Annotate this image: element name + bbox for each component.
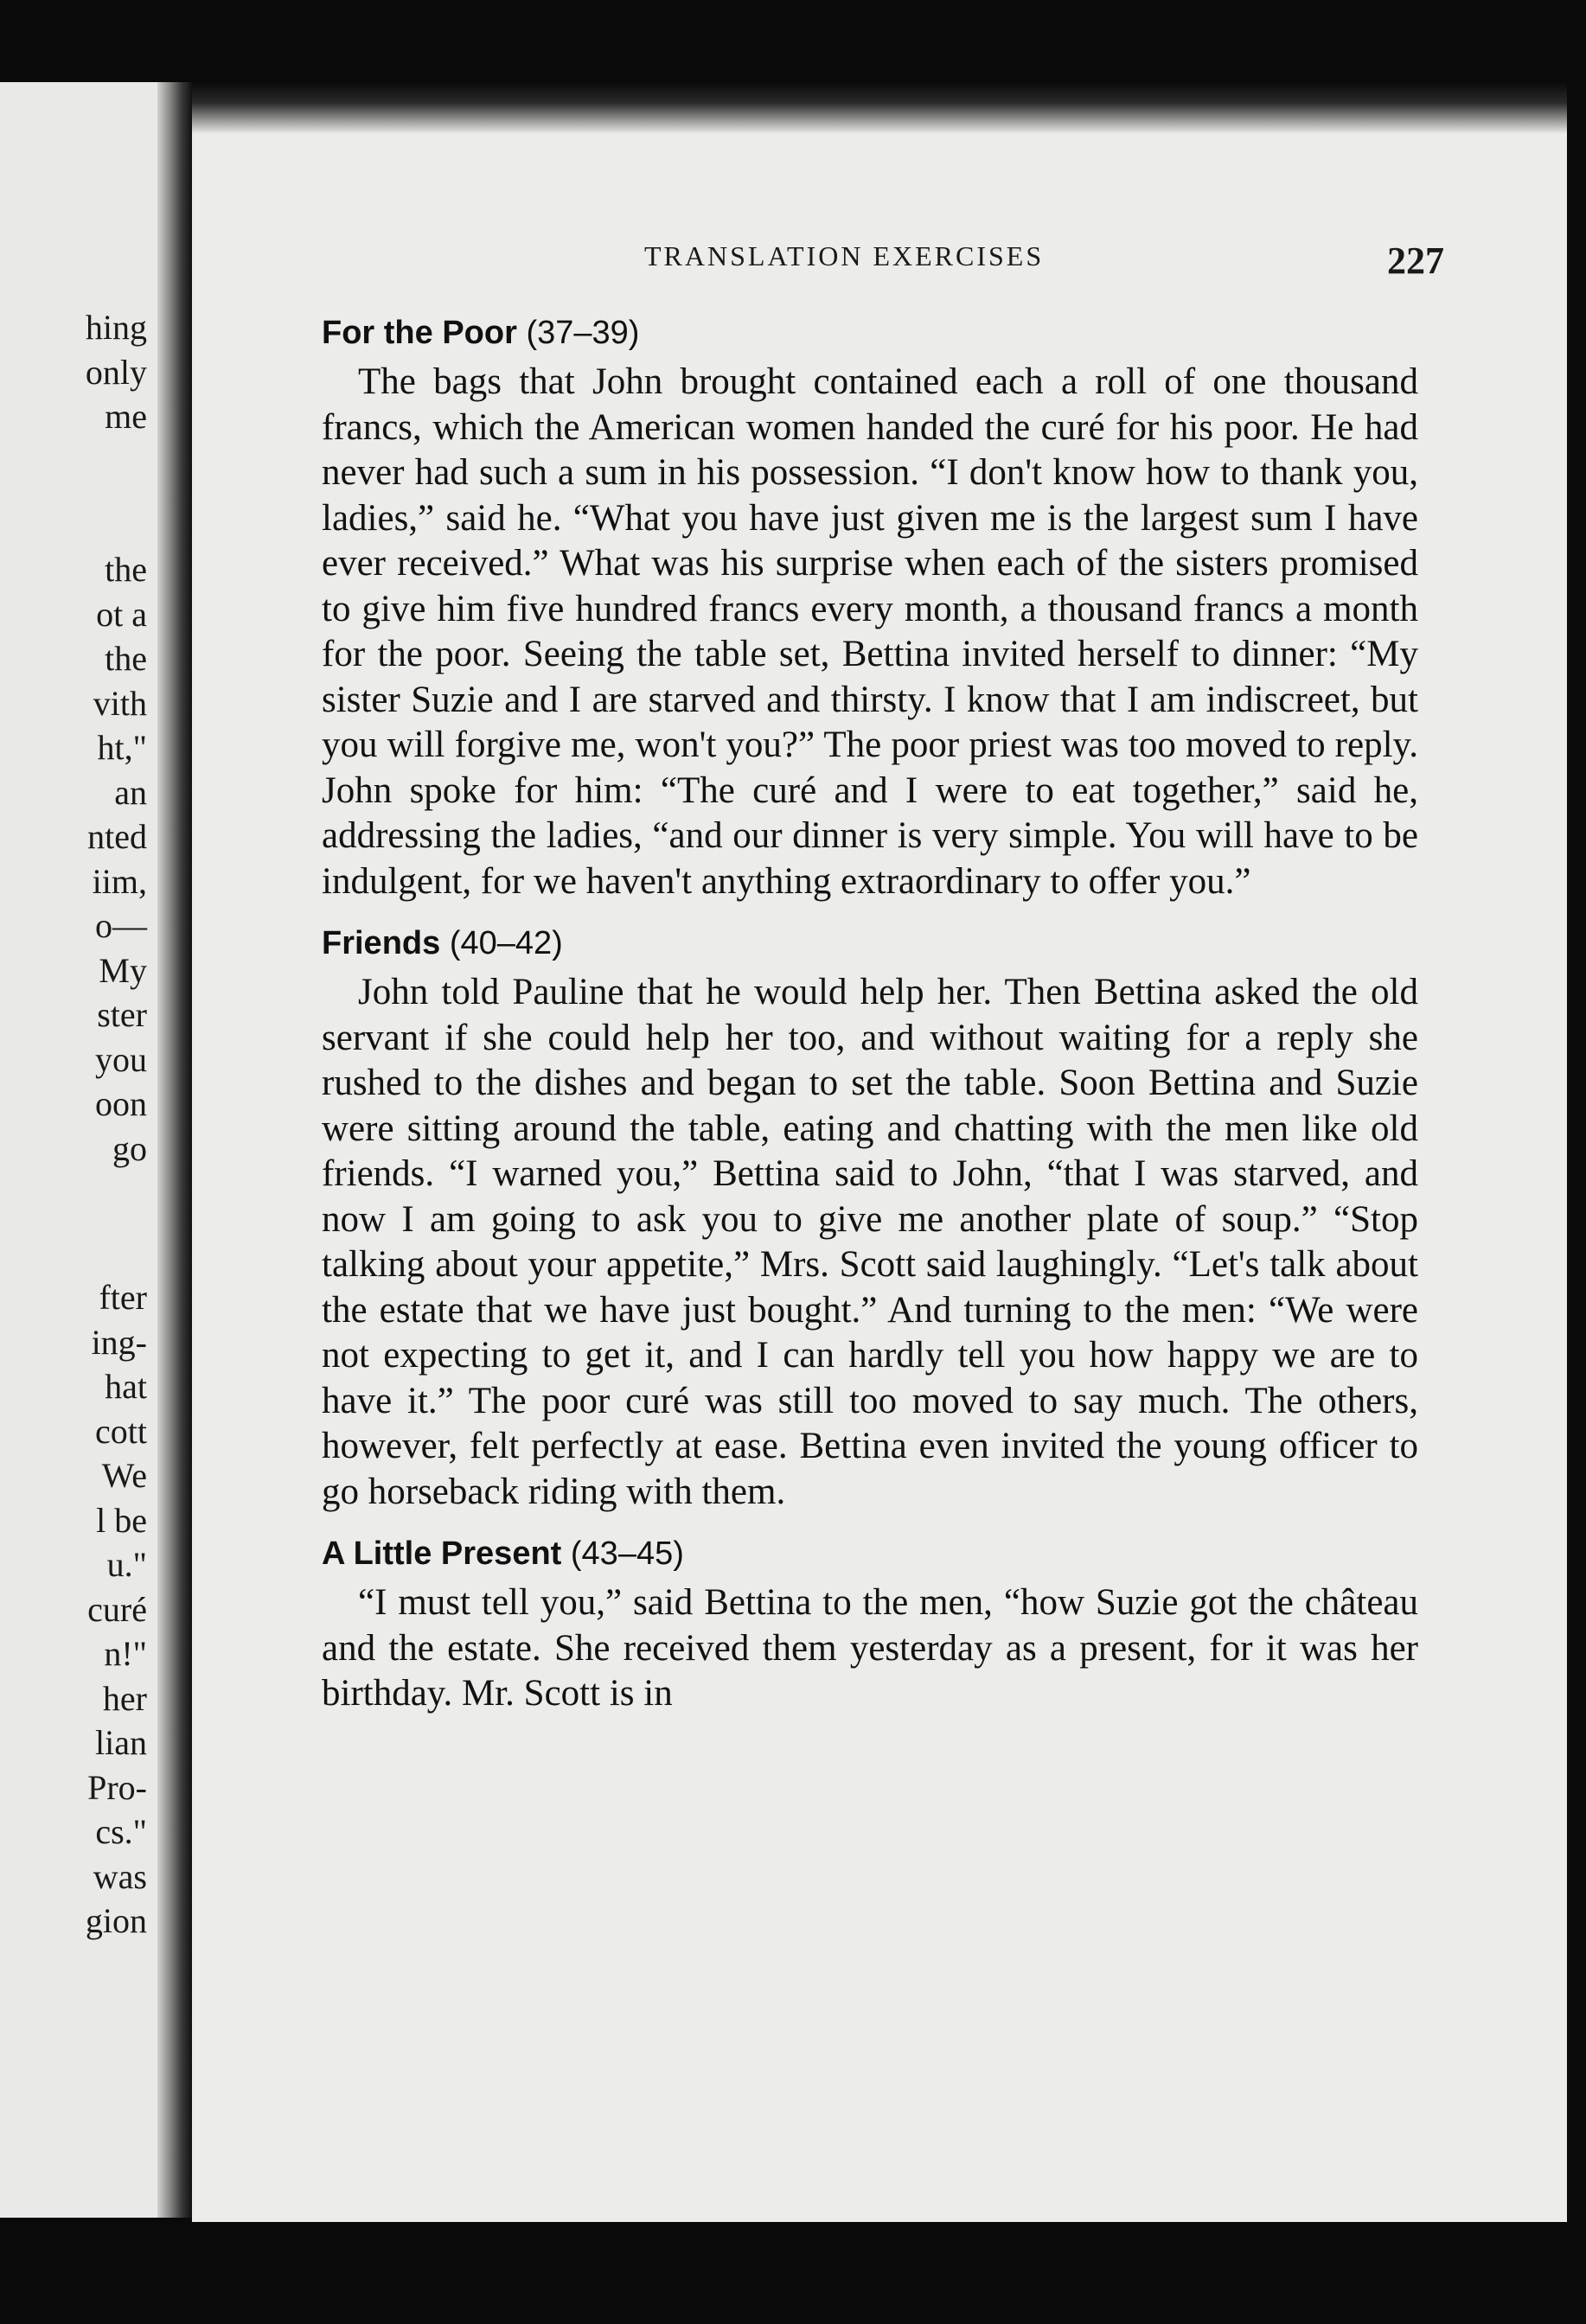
left-page-line: the: [105, 550, 147, 589]
left-page-line: nted: [87, 817, 147, 856]
running-head: TRANSLATION EXERCISES: [644, 240, 1045, 271]
left-facing-page: [0, 82, 157, 2218]
left-page-line: Pro-: [87, 1767, 147, 1807]
left-page-line: ing-: [91, 1322, 147, 1362]
left-page-line: hat: [105, 1367, 147, 1406]
left-page-line: ot a: [96, 594, 147, 634]
book-gutter: [157, 82, 192, 2218]
left-page-line: iim,: [92, 861, 147, 901]
section-heading: [322, 1532, 1418, 1575]
section-a-little-present: [322, 1532, 1418, 1717]
section-title: Friends: [322, 925, 441, 961]
section-paragraph: The bags that John brought contained each a roll of one thousand francs, which the American women handed the curé for his poor. He had never had such a sum in his possession. “I don't know how to thank you, ladies,” said he. “What you have just given me is the largest sum I have ever received.” What was his surprise when each of the sisters promised to give him five hundred francs every month, a thousand francs a month for the poor. Seeing the table set, Bettina invited herself to dinner: “My sister Suzie and I are starved and thirsty. I know that I am indiscreet, but you will forgive me, won't you?” The poor priest was too moved to reply. John spoke for him: “The curé and I were to eat together,” said he, addressing the ladies, “and our dinner is very simple. You will have to be indulgent, for we haven't anything extraordinary to offer you.”: [322, 361, 1418, 902]
left-page-line: you: [95, 1039, 147, 1079]
left-page-line: fter: [99, 1278, 147, 1317]
page-number: 227: [1387, 239, 1444, 282]
section-reference: (40–42): [449, 925, 563, 961]
left-page-line: vith: [93, 683, 147, 723]
section-heading: [322, 922, 1418, 965]
section-reference: (37–39): [526, 315, 640, 351]
right-page: [192, 130, 1567, 2222]
top-scan-shadow: [192, 82, 1567, 134]
left-page-line: ster: [97, 995, 147, 1034]
section-title: A Little Present: [322, 1536, 562, 1572]
section-paragraph: John told Pauline that he would help her. Then Bettina asked the old servant if she could help her too, and without waiting for a reply she rushed to the dishes and began to set the table. Soon Bettina and Suzie were sitting around the table, eating and chatting with the men like old friends. “I warned you,” Bettina said to John, “that I was starved, and now I am going to ask you to give me another plate of soup.” “Stop talking about your appetite,” Mrs. Scott said laughingly. “Let's talk about the estate that we have just bought.” And turning to the men: “We were not expecting to get it, and I can hardly tell you how happy we are to have it.” The poor curé was still too moved to say much. The others, however, felt perfectly at ease. Bettina even invited the young officer to go horseback riding with them.: [322, 972, 1418, 1512]
section-friends: [322, 922, 1418, 1515]
page-body: [322, 311, 1418, 1734]
left-page-line: ht,": [97, 728, 147, 767]
left-page-line: l be: [96, 1500, 147, 1540]
left-page-line: u.": [106, 1545, 147, 1584]
left-page-line: n!": [104, 1634, 147, 1673]
left-page-line: My: [99, 950, 147, 990]
left-page-line: go: [112, 1128, 147, 1168]
left-page-line: cs.": [95, 1812, 147, 1851]
left-page-line: her: [102, 1678, 147, 1718]
left-page-line: gion: [85, 1901, 147, 1940]
left-page-line: was: [93, 1856, 147, 1896]
left-page-line: oon: [95, 1084, 147, 1123]
left-page-line: lian: [95, 1723, 147, 1762]
section-reference: (43–45): [570, 1536, 684, 1572]
left-page-text-group-1: [86, 305, 147, 439]
left-page-line: o—: [95, 906, 147, 945]
left-page-line: me: [105, 397, 147, 436]
left-page-text-group-3: [86, 1275, 147, 1944]
left-page-text-group-2: [87, 547, 147, 1171]
left-page-line: an: [114, 772, 147, 812]
section-for-the-poor: [322, 311, 1418, 904]
left-page-line: cott: [95, 1411, 147, 1451]
left-page-line: only: [85, 352, 147, 392]
left-page-line: We: [101, 1456, 147, 1495]
section-paragraph: “I must tell you,” said Bettina to the men, “how Suzie got the château and the estate. She received them yesterday as a present, for it was her birthday. Mr. Scott is in: [322, 1582, 1418, 1714]
section-heading: [322, 311, 1418, 354]
section-title: For the Poor: [322, 315, 517, 351]
left-page-line: hing: [85, 308, 147, 347]
left-page-line: curé: [87, 1589, 147, 1629]
left-page-line: the: [105, 639, 147, 678]
